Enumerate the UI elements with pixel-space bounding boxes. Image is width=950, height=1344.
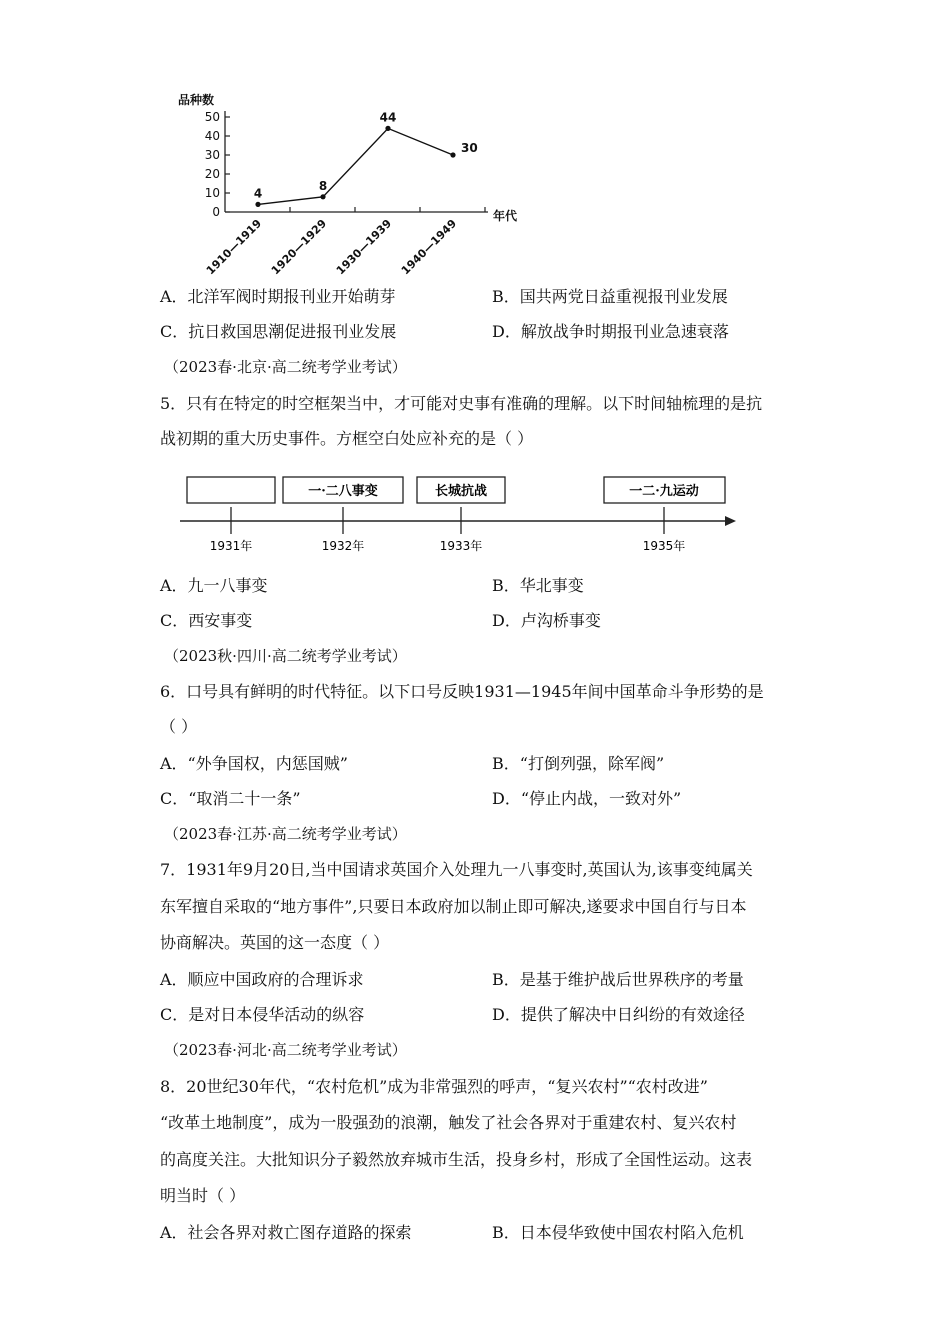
- q6-option-a[interactable]: A．“外争国权，内惩国贼”: [160, 754, 348, 773]
- data-point: [385, 126, 390, 131]
- q7-stem-line2: 东军擅自采取的“地方事件”,只要日本政府加以制止即可解决,遂要求中国自行与日本: [160, 897, 747, 916]
- data-point: [255, 202, 260, 207]
- q6-stem-line1: 6．口号具有鲜明的时代特征。以下口号反映1931—1945年间中国革命斗争形势的是: [160, 682, 764, 701]
- timeline-year-1932: 1932年: [321, 539, 365, 553]
- x-tick-label: 1910—1919: [203, 216, 265, 278]
- y-tick-label: 50: [204, 110, 220, 124]
- y-tick-label: 40: [204, 129, 220, 143]
- chart-xlabel: 年代: [493, 209, 518, 223]
- timeline-event-1933: 长城抗战: [434, 484, 488, 499]
- timeline-event-1935: 一二·九运动: [629, 484, 699, 499]
- timeline-year-1933: 1933年: [439, 539, 483, 553]
- timeline-event-1932: 一·二八事变: [308, 484, 378, 499]
- x-tick-label: 1940—1949: [398, 216, 460, 278]
- q6-source: （2023秋·四川·高二统考学业考试）: [164, 647, 407, 665]
- x-tick-label: 1930—1939: [333, 216, 395, 278]
- y-tick-label: 10: [204, 186, 220, 200]
- y-tick-label: 20: [204, 167, 220, 181]
- q4-option-d[interactable]: D．解放战争时期报刊业急速衰落: [492, 322, 729, 341]
- data-label: 30: [461, 141, 478, 155]
- q8-stem-line3: 的高度关注。大批知识分子毅然放弃城市生活，投身乡村，形成了全国性运动。这表: [160, 1150, 753, 1169]
- q6-option-d[interactable]: D．“停止内战，一致对外”: [492, 789, 682, 808]
- data-label: 8: [318, 178, 328, 193]
- line-chart: [170, 88, 530, 278]
- data-point: [450, 152, 455, 157]
- q7-option-a[interactable]: A．顺应中国政府的合理诉求: [160, 970, 364, 989]
- timeline-year-1935: 1935年: [642, 539, 686, 553]
- q5-option-a[interactable]: A．九一八事变: [160, 576, 268, 595]
- data-label: 44: [379, 110, 397, 125]
- q8-stem-line4: 明当时（ ）: [160, 1186, 246, 1205]
- data-label: 4: [253, 186, 263, 201]
- q5-option-c[interactable]: C．西安事变: [160, 611, 253, 630]
- q8-stem-line2: “改革土地制度”，成为一股强劲的浪潮，触发了社会各界对于重建农村、复兴农村: [160, 1113, 737, 1132]
- q7-source: （2023春·江苏·高二统考学业考试）: [164, 825, 407, 843]
- q5-stem-line2: 战初期的重大历史事件。方框空白处应补充的是（ ）: [160, 429, 534, 448]
- y-axis: [205, 110, 230, 219]
- data-point: [320, 194, 325, 199]
- y-tick-label: 0: [212, 205, 220, 219]
- q6-option-b[interactable]: B．“打倒列强，除军阀”: [492, 754, 665, 773]
- q8-option-b[interactable]: B．日本侵华致使中国农村陷入危机: [492, 1223, 744, 1242]
- y-tick-label: 30: [204, 148, 220, 162]
- q6-stem-line2: （ ）: [160, 717, 198, 736]
- q5-source: （2023春·北京·高二统考学业考试）: [164, 358, 407, 376]
- q4-option-a[interactable]: A．北洋军阀时期报刊业开始萌芽: [160, 287, 396, 306]
- timeline-box-blank[interactable]: [187, 477, 275, 503]
- q7-stem-line1: 7．1931年9月20日,当中国请求英国介入处理九一八事变时,英国认为,该事变纯属关: [160, 860, 753, 879]
- q8-stem-line1: 8．20世纪30年代，“农村危机”成为非常强烈的呼声，“复兴农村”“农村改进”: [160, 1077, 708, 1096]
- q7-option-b[interactable]: B．是基于维护战后世界秩序的考量: [492, 970, 744, 989]
- q8-source: （2023春·河北·高二统考学业考试）: [164, 1041, 407, 1059]
- timeline-arrow-icon: [725, 516, 736, 526]
- q7-option-c[interactable]: C．是对日本侵华活动的纵容: [160, 1005, 365, 1024]
- x-axis: [204, 207, 488, 277]
- q5-stem-line1: 5．只有在特定的时空框架当中，才可能对史事有准确的理解。以下时间轴梳理的是抗: [160, 394, 763, 413]
- q7-option-d[interactable]: D．提供了解决中日纠纷的有效途径: [492, 1005, 745, 1024]
- q4-option-b[interactable]: B．国共两党日益重视报刊业发展: [492, 287, 728, 306]
- q7-stem-line3: 协商解决。英国的这一态度（ ）: [160, 933, 390, 952]
- data-series: [254, 110, 478, 207]
- q6-option-c[interactable]: C．“取消二十一条”: [160, 789, 301, 808]
- timeline-figure: [170, 470, 740, 560]
- chart-ylabel: 品种数: [178, 93, 215, 107]
- series-line: [258, 128, 453, 204]
- x-tick-label: 1920—1929: [268, 216, 330, 278]
- q5-option-d[interactable]: D．卢沟桥事变: [492, 611, 601, 630]
- q5-option-b[interactable]: B．华北事变: [492, 576, 584, 595]
- q8-option-a[interactable]: A．社会各界对救亡图存道路的探索: [160, 1223, 412, 1242]
- q4-option-c[interactable]: C．抗日救国思潮促进报刊业发展: [160, 322, 397, 341]
- timeline-year-1931: 1931年: [209, 539, 253, 553]
